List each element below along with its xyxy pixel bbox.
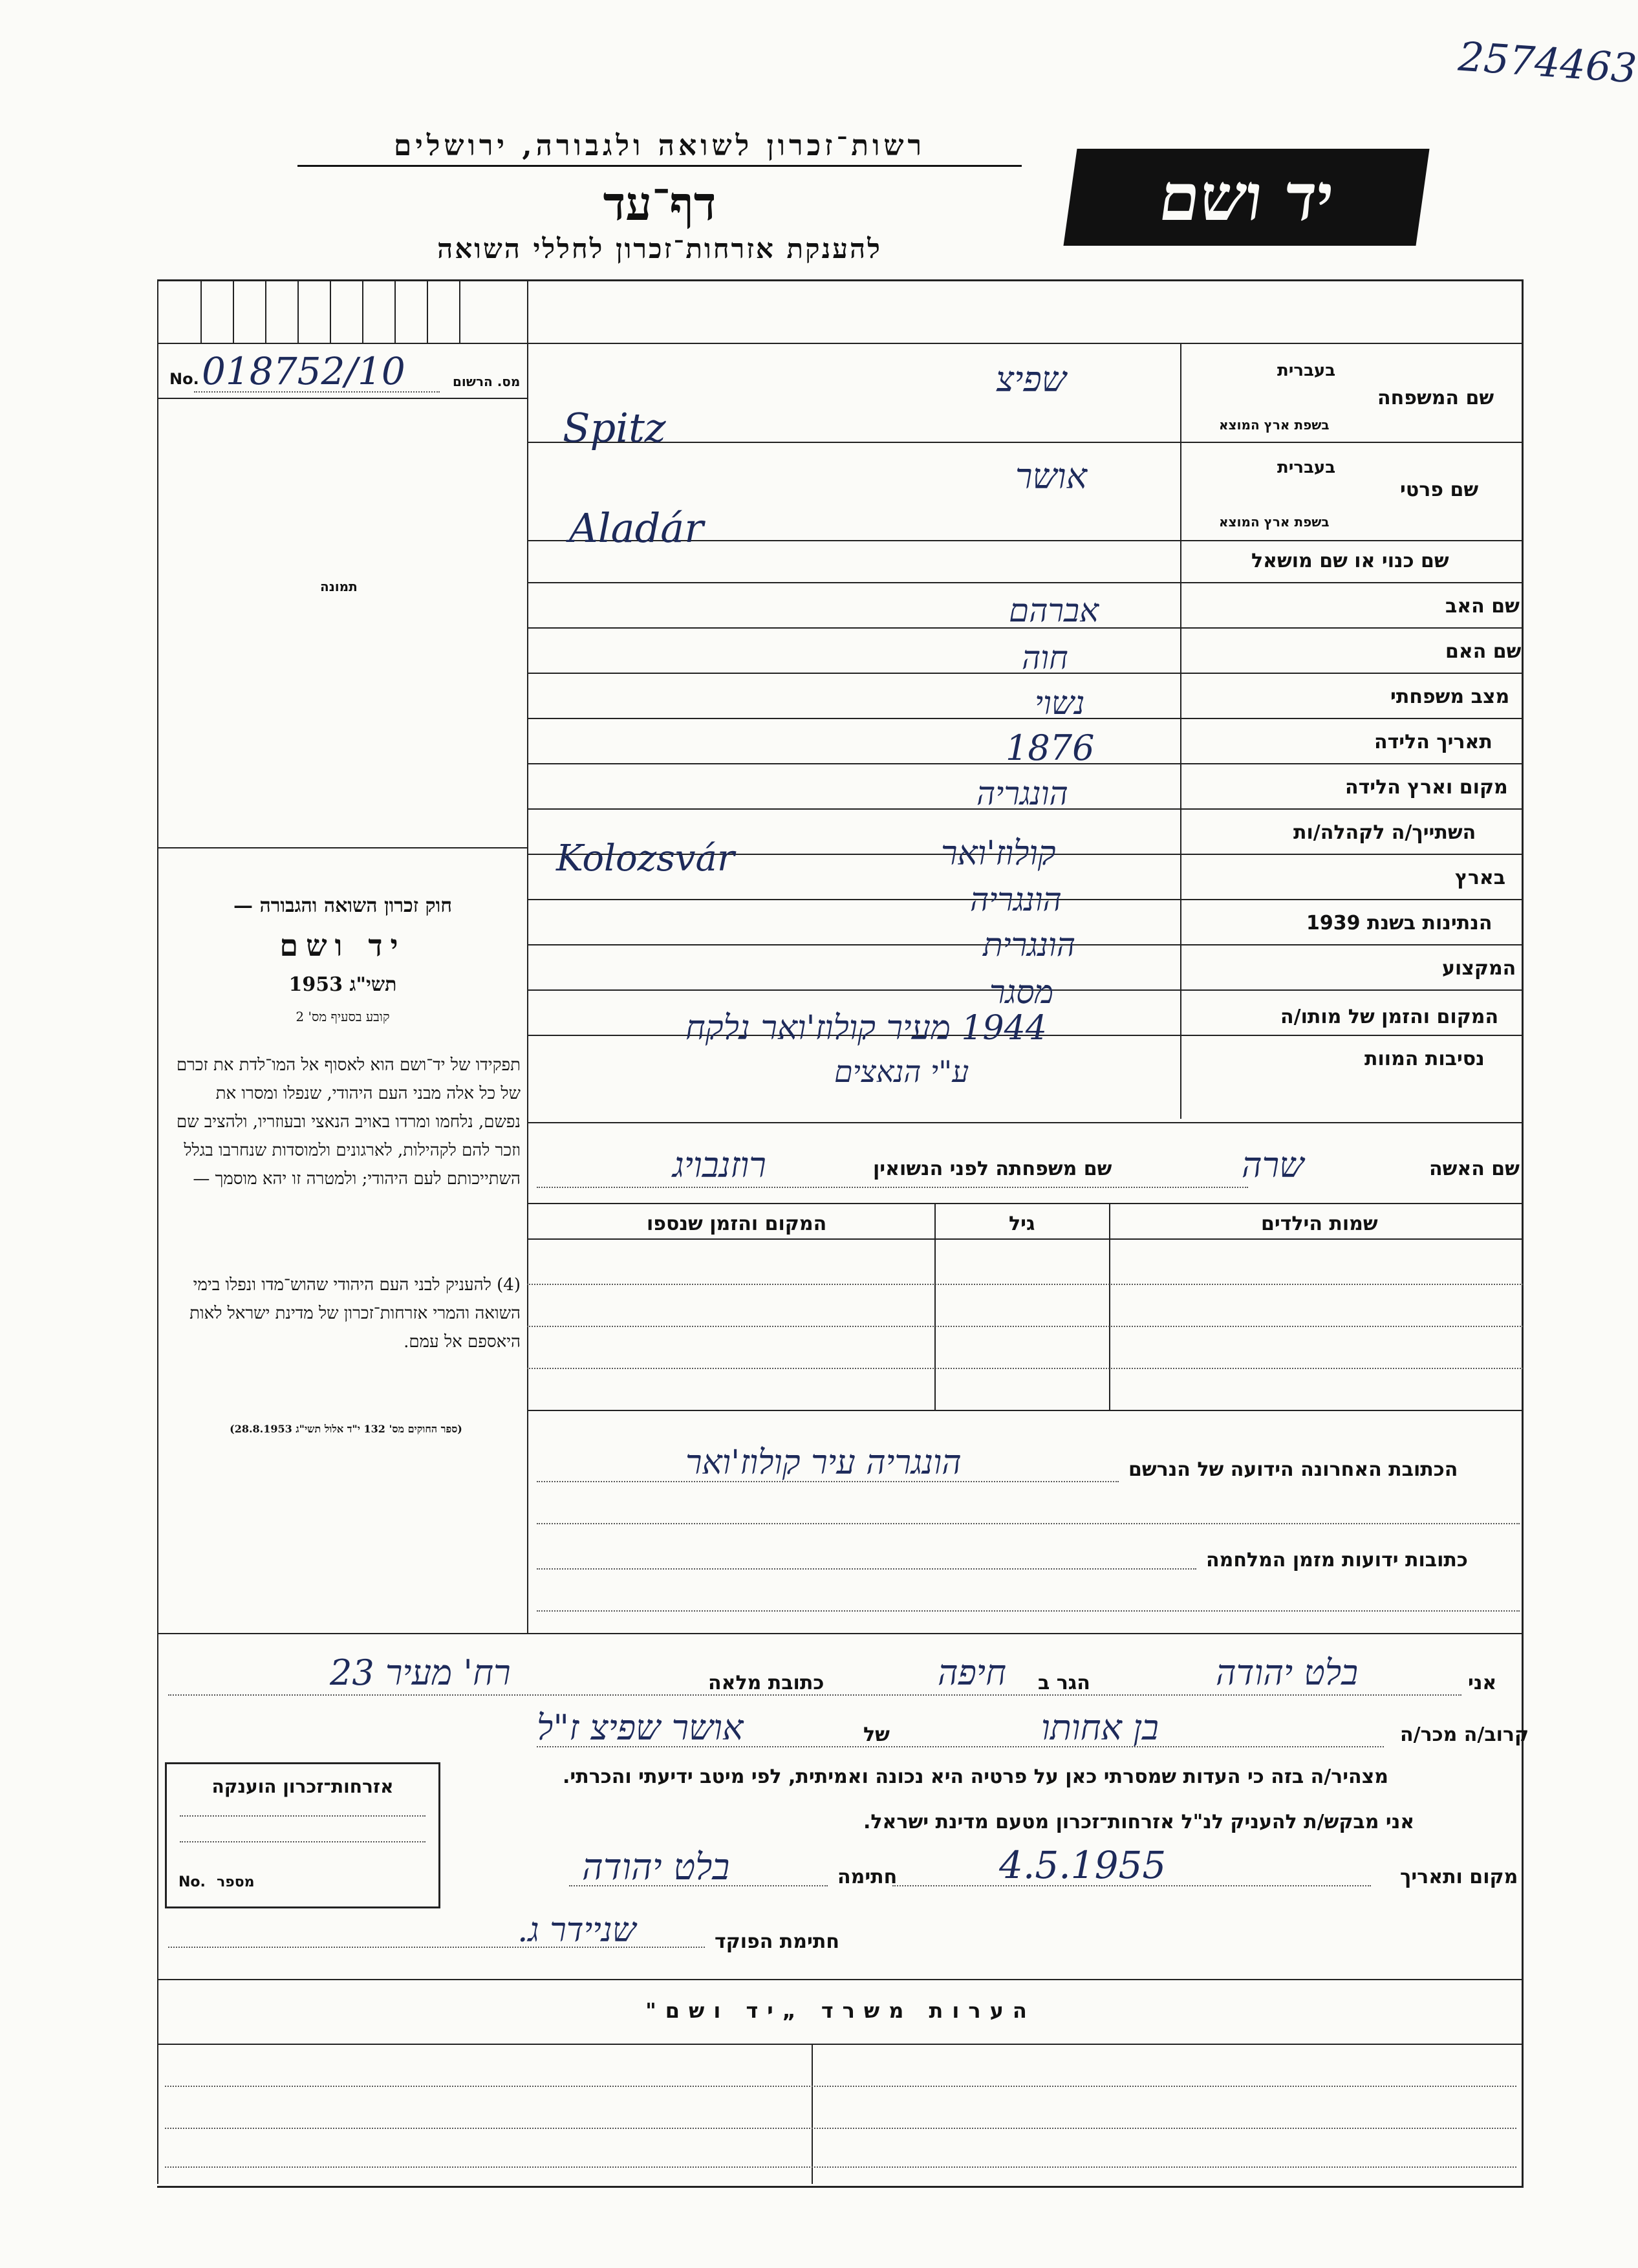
signature-label: חתימה <box>837 1866 898 1888</box>
place-date-line <box>892 1885 1371 1886</box>
last-address-line <box>537 1481 1119 1482</box>
logo-text: יד ושם <box>1154 159 1339 235</box>
profession-label: המקצוע <box>1442 957 1516 980</box>
certificate-line <box>180 1841 426 1842</box>
office-notes-line <box>165 2128 1516 2129</box>
community-hebrew: קולוז'ואר <box>941 834 1056 873</box>
mother-value: חוה <box>1022 639 1068 676</box>
certificate-number-row <box>178 1874 424 1890</box>
tick <box>200 281 202 343</box>
first-name-label: שם פרטי <box>1400 479 1479 501</box>
children-row <box>527 1284 1523 1285</box>
family-name-label: שם המשפחה <box>1377 387 1494 409</box>
community-latin: Kolozsvár <box>556 837 735 880</box>
circumstances-value: ע"י הנאצים <box>834 1054 969 1089</box>
registration-label: מס. הרשום <box>453 374 521 389</box>
row-line <box>527 718 1523 719</box>
declaration-statement: מצהיר/ה בזה כי העדות שמסרתי כאן על פרטיה היא נכונה ואמיתית, לפי מיטב ידיעתי והכרתי. <box>563 1766 1388 1788</box>
registration-line <box>194 391 440 393</box>
office-notes-top <box>157 1979 1524 1980</box>
law-name: יד ושם <box>279 928 406 963</box>
tick <box>362 281 363 343</box>
tick <box>330 281 331 343</box>
wife-line <box>537 1187 1248 1188</box>
relation-value: בן אחותו <box>1041 1707 1159 1748</box>
country-value: הונגריה <box>970 881 1062 918</box>
birth-date-value: 1876 <box>1006 728 1095 768</box>
resident-city: חיפה <box>938 1652 1007 1693</box>
law-paragraph-2: (4) להעניק לבני העם היהודי שהוש־מדו ונפלו בימי השואה והמרי אזרחות־זכרון של מדינת ישראל לאות היאספם אל עמם. <box>189 1275 521 1352</box>
wife-row-bottom <box>527 1203 1523 1204</box>
first-name-latin: Aladár <box>569 504 704 552</box>
law-citation: (ספר החוקים מס' 132 י"ד אלול תשי"ג 28.8.1953) <box>230 1423 462 1435</box>
profession-value: מסגר <box>989 973 1054 1011</box>
photo-label: תמונה <box>320 579 358 594</box>
marital-label: מצב משפחתי <box>1390 686 1510 708</box>
children-table-bottom <box>527 1410 1523 1411</box>
wife-value: שרה <box>1242 1145 1304 1185</box>
of-value: אושר שפיצ ז"ל <box>537 1707 744 1748</box>
last-address-label: הכתובת האחרונה הידועה של הנרשם <box>1128 1458 1458 1481</box>
tick <box>265 281 266 343</box>
first-name-hebrew: אושר <box>1015 456 1087 497</box>
children-row <box>527 1368 1523 1369</box>
label-column-divider <box>1180 343 1181 1119</box>
registration-number: 018752/10 <box>202 349 405 393</box>
declaration-request: אני מבקש/ת להעניק לנ"ל אזרחות־זכרון מטעם מדינת ישראל. <box>863 1811 1415 1833</box>
citizenship-label: הנתינות בשנת 1939 <box>1306 912 1493 934</box>
place-date-label: מקום ותאריך <box>1400 1866 1518 1888</box>
death-label: המקום והזמן של מותו/ה <box>1280 1006 1499 1028</box>
family-name-latin: Spitz <box>563 404 666 451</box>
birth-place-label: מקום וארץ הלידה <box>1345 776 1508 799</box>
left-edge <box>157 279 158 2184</box>
last-address-value: הונגריה עיר קולוז'ואר <box>685 1443 962 1482</box>
wife-maiden-value: רוזנבויג <box>673 1145 766 1185</box>
office-notes-divider <box>812 2044 813 2184</box>
law-clause: קובע בסעיף מס' 2 <box>296 1009 390 1024</box>
circumstances-label: נסיבות המוות <box>1364 1048 1485 1070</box>
certificate-number-label: מספר <box>216 1874 255 1890</box>
tick <box>394 281 396 343</box>
first-name-hebrew-label: בעברית <box>1277 458 1336 477</box>
photo-area-bottom <box>157 847 527 848</box>
officer-signature-label: חתימת הפוקד <box>715 1930 839 1953</box>
citizenship-value: הונגרית <box>983 926 1076 964</box>
community-label: השתייך/ה לקהלה/ות <box>1293 821 1476 844</box>
family-name-hebrew-label: בעברית <box>1277 361 1336 380</box>
law-heading: חוק זכרון השואה והגבורה — <box>233 894 452 917</box>
death-value: 1944 מעיר קולוז'ואר נלקח <box>685 1009 1047 1048</box>
children-row <box>527 1326 1523 1327</box>
wife-label: שם האשה <box>1429 1158 1520 1180</box>
father-value: אברהם <box>1009 592 1099 629</box>
children-names-header: שמות הילדים <box>1261 1213 1378 1235</box>
archive-number: 2574463 <box>1456 32 1638 92</box>
wartime-line <box>537 1568 1196 1570</box>
children-age-header: גיל <box>1009 1213 1035 1235</box>
children-place-header: המקום והזמן שנספו <box>647 1213 827 1235</box>
registration-row-bottom <box>157 398 527 399</box>
relation-line <box>537 1746 1384 1747</box>
form-title: דף־עד <box>603 176 717 231</box>
tick <box>233 281 234 343</box>
resident-label: הגר ב <box>1038 1672 1090 1694</box>
birth-date-label: תאריך הלידה <box>1374 731 1493 753</box>
father-label: שם האב <box>1445 595 1520 618</box>
office-notes-line <box>165 2166 1516 2168</box>
address-section-bottom <box>157 1633 1524 1634</box>
wife-maiden-label: שם משפחתה לפני הנשואין <box>873 1158 1112 1180</box>
signature-line <box>569 1885 828 1886</box>
office-notes-line <box>165 2086 1516 2087</box>
certificate-title: אזרחות־זכרון הוענקה <box>211 1776 394 1797</box>
country-label: בארץ <box>1455 867 1506 889</box>
certificate-line <box>180 1815 426 1817</box>
registration-no-prefix: No. <box>169 370 199 388</box>
family-name-origin-label: בשפת ארץ המוצא <box>1219 417 1330 433</box>
first-name-origin-label: בשפת ארץ המוצא <box>1219 514 1330 530</box>
signature-value: בלט יהודה <box>582 1846 730 1888</box>
children-header-bottom <box>527 1238 1523 1240</box>
relation-label: קרוב/ה מכר/ה <box>1400 1723 1529 1746</box>
of-label: של <box>863 1723 890 1746</box>
place-date-value: 4.5.1955 <box>999 1843 1167 1887</box>
office-notes-header-bottom <box>157 2044 1524 2045</box>
office-notes-title: הערות משרד „יד ושם" <box>645 1998 1036 2023</box>
row-line <box>527 1122 1523 1123</box>
nickname-label: שם כנוי או שם מושאל <box>1251 550 1449 572</box>
officer-line <box>168 1947 705 1948</box>
declarant-line <box>168 1694 1461 1696</box>
birth-place-value: הונגריה <box>976 775 1068 812</box>
family-name-hebrew: שפיצ <box>996 359 1066 400</box>
officer-signature-value: שניידר ג. <box>517 1911 636 1950</box>
tick <box>427 281 428 343</box>
children-col-divider <box>934 1203 936 1410</box>
marital-value: נשוי <box>1035 684 1085 722</box>
form-subtitle: להענקת אזרחות־זכרון לחללי השואה <box>437 233 882 265</box>
declarant-name: בלט יהודה <box>1216 1652 1359 1693</box>
row-line <box>527 582 1523 583</box>
address-line <box>537 1610 1520 1612</box>
yad-vashem-logo <box>1063 149 1429 246</box>
mother-label: שם האם <box>1445 640 1522 663</box>
address-value: רח' מעיר 23 <box>330 1652 511 1693</box>
authority-line: רשות־זכרון לשואה ולגבורה, ירושלים <box>297 129 1022 167</box>
children-col-divider <box>1109 1203 1110 1410</box>
certificate-box <box>165 1762 440 1908</box>
row-line <box>527 442 1523 443</box>
law-year: תשי"ג 1953 <box>288 973 397 996</box>
tick <box>459 281 460 343</box>
left-column-divider <box>527 281 528 1633</box>
declarant-i-label: אני <box>1468 1672 1497 1694</box>
address-line <box>537 1523 1520 1524</box>
top-strip-bottom <box>157 343 1524 344</box>
certificate-no-label: No. <box>178 1874 206 1890</box>
law-paragraph-1: תפקידו של יד־ושם הוא לאסוף אל המו־לדת את זכרם של כל אלה מבני העם היהודי, שנפלו ומסרו את נפשם, נלחמו ומרדו באויב הנאצי ובעוזריו, ולהציב שם וזכר להם לקהילות, לארגונים ולמוסדות שנחרבו בגלל השתייכותם לעם היהודי; ולמטרה זו יהא מוסמך — <box>176 1055 521 1189</box>
tick <box>297 281 299 343</box>
address-label: כתובת מלאה <box>708 1672 824 1694</box>
wartime-address-label: כתובות ידועות מזמן המלחמה <box>1206 1549 1468 1571</box>
